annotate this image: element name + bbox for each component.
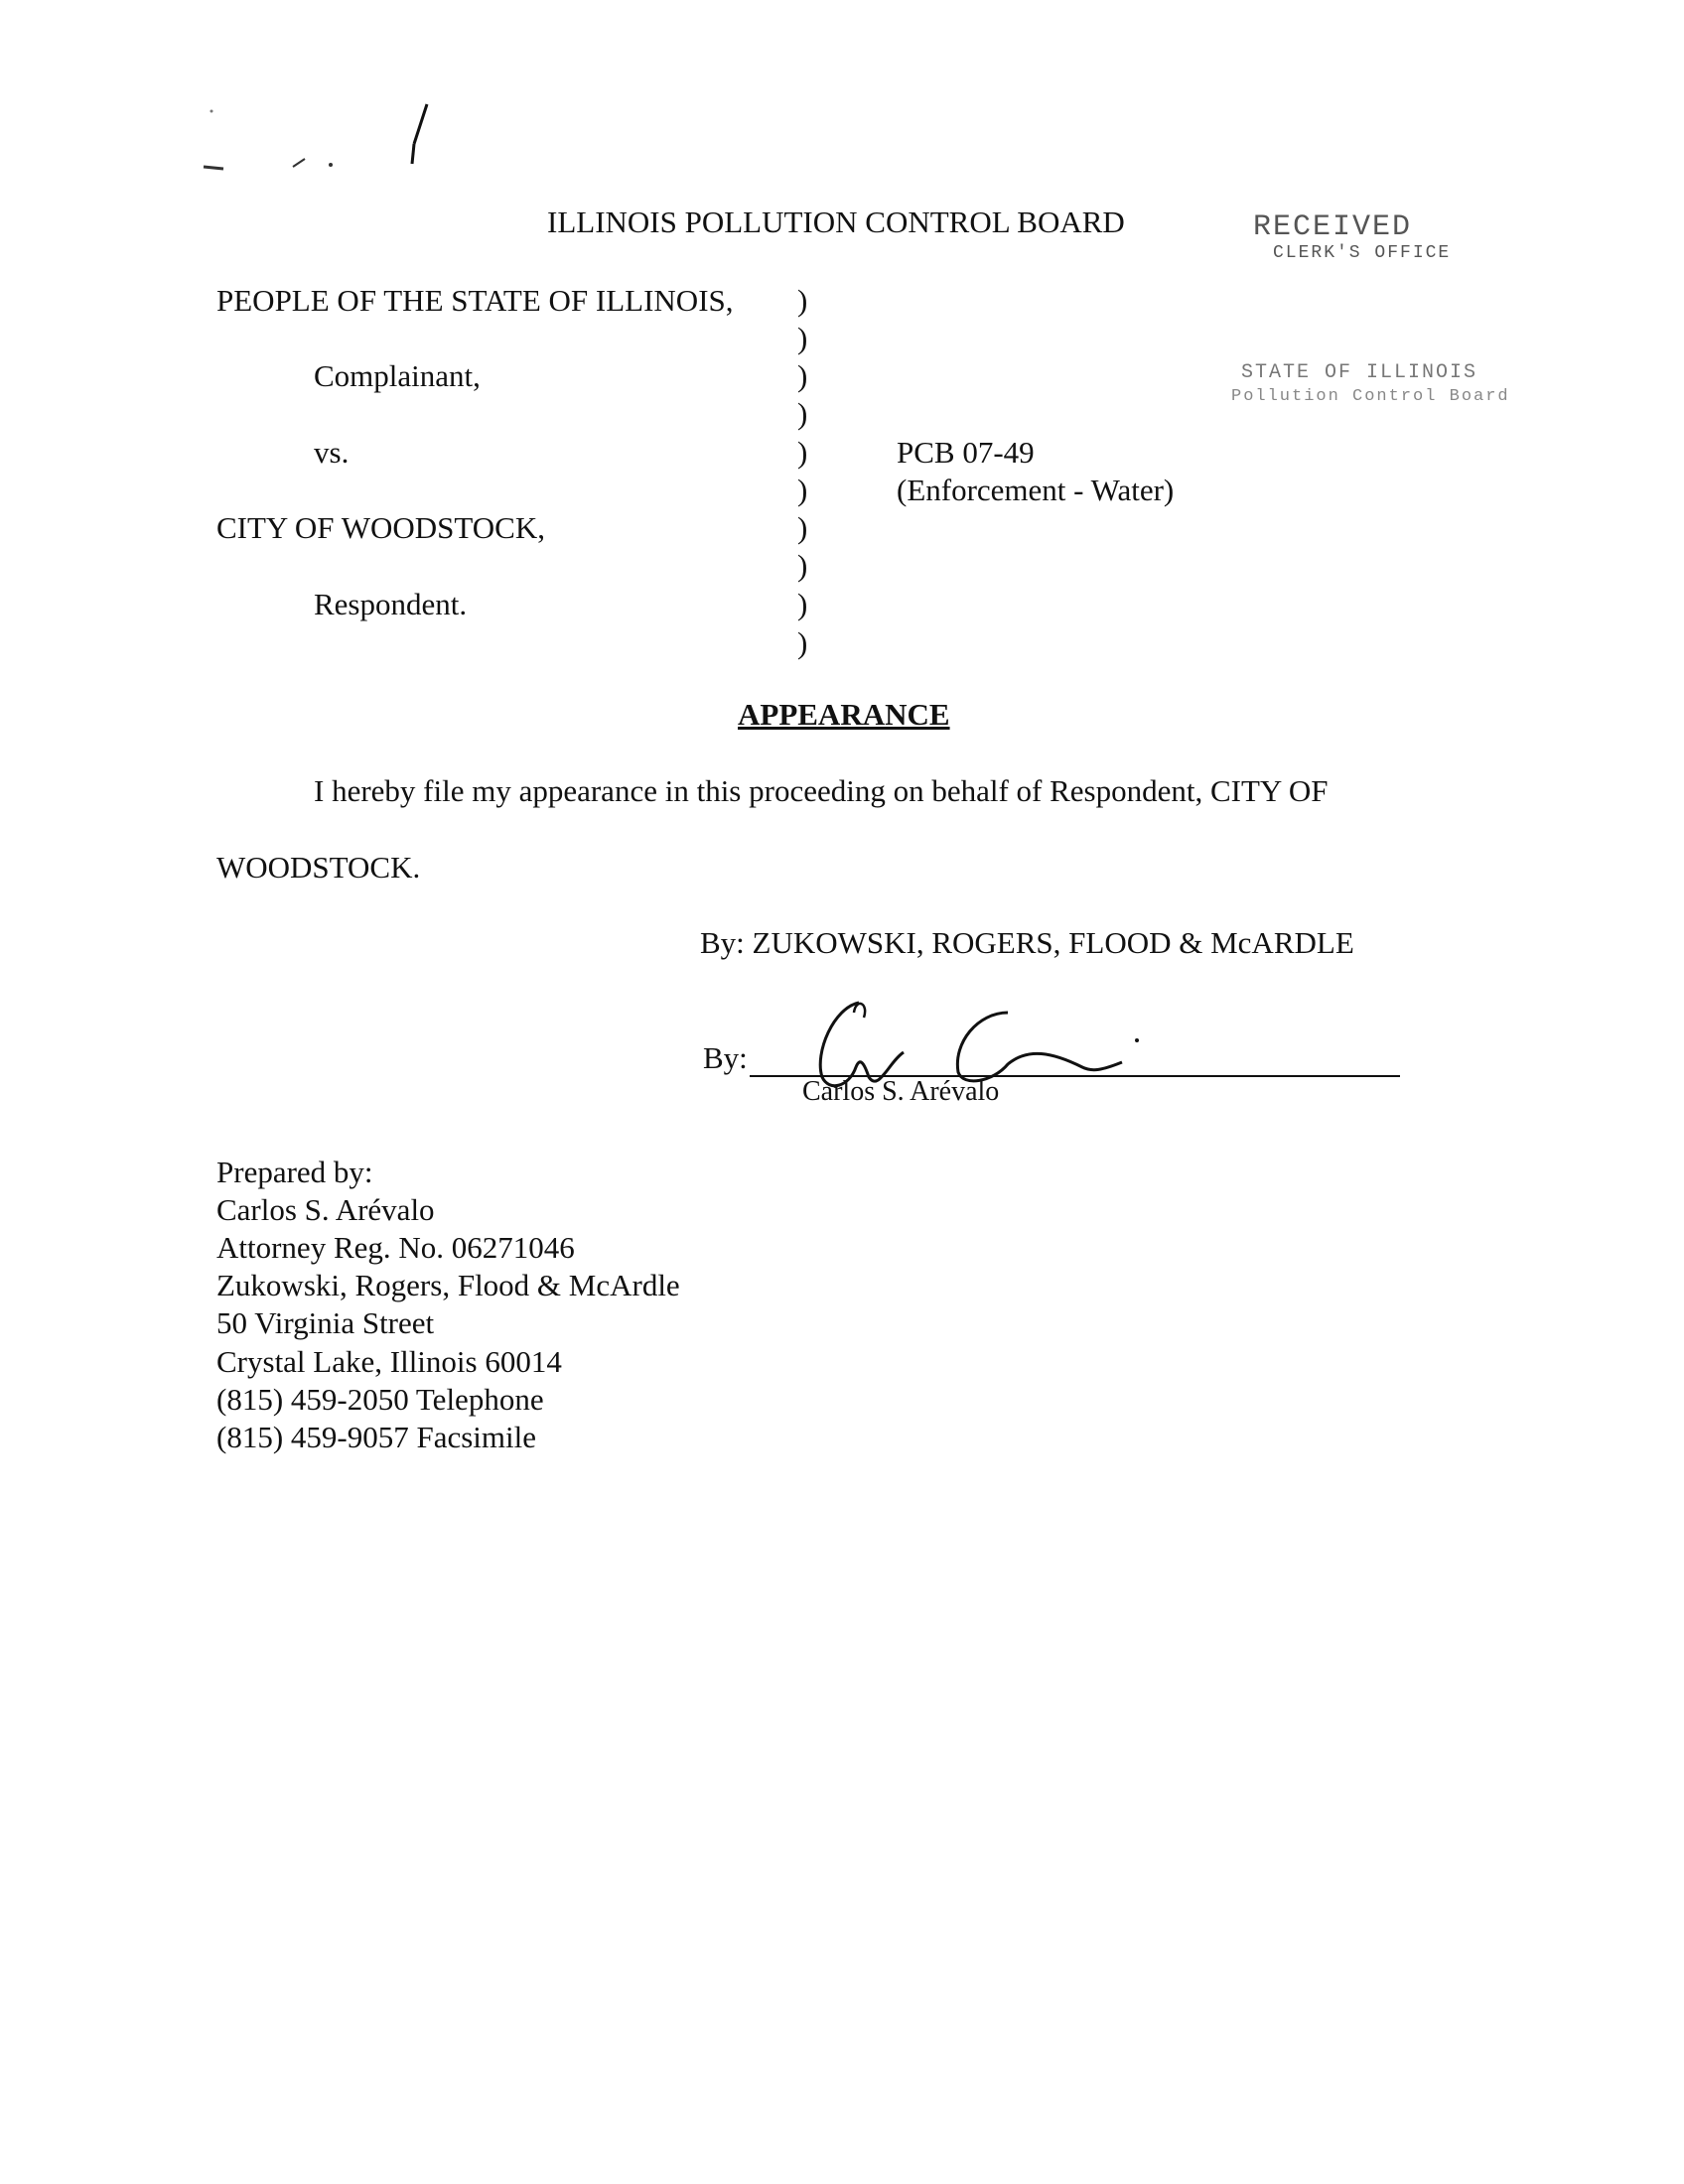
prepared-by-line: Zukowski, Rogers, Flood & McArdle	[216, 1268, 680, 1302]
caption-paren: )	[797, 548, 808, 583]
stamp-office: CLERK'S OFFICE	[1273, 243, 1452, 263]
caption-paren: )	[797, 510, 808, 545]
caption-paren: )	[797, 283, 808, 318]
caption-paren: )	[797, 587, 808, 621]
prepared-by-line: Attorney Reg. No. 06271046	[216, 1230, 575, 1265]
case-type: (Enforcement - Water)	[897, 473, 1175, 507]
defendant-name: CITY OF WOODSTOCK,	[216, 510, 545, 545]
case-number: PCB 07-49	[897, 435, 1035, 470]
firm-line: By: ZUKOWSKI, ROGERS, FLOOD & McARDLE	[700, 925, 1354, 960]
plaintiff-role: Complainant,	[314, 358, 481, 393]
document-title: APPEARANCE	[738, 697, 950, 732]
caption-paren: )	[797, 625, 808, 660]
prepared-by-line: 50 Virginia Street	[216, 1305, 435, 1340]
prepared-by-line: Crystal Lake, Illinois 60014	[216, 1344, 562, 1379]
caption-paren: )	[797, 321, 808, 355]
defendant-role: Respondent.	[314, 587, 468, 621]
by-label: By:	[703, 1040, 748, 1075]
caption-paren: )	[797, 435, 808, 470]
plaintiff-name: PEOPLE OF THE STATE OF ILLINOIS,	[216, 283, 734, 318]
board-title: ILLINOIS POLLUTION CONTROL BOARD	[547, 205, 1125, 239]
prepared-by-label: Prepared by:	[216, 1155, 373, 1189]
prepared-by-line: (815) 459-2050 Telephone	[216, 1382, 544, 1417]
signer-name: Carlos S. Arévalo	[802, 1076, 1000, 1107]
received-stamp: RECEIVED	[1253, 210, 1413, 244]
caption-paren: )	[797, 473, 808, 507]
caption-paren: )	[797, 358, 808, 393]
body-text-line-2: WOODSTOCK.	[216, 850, 421, 885]
stamp-board: Pollution Control Board	[1231, 387, 1510, 406]
prepared-by-line: Carlos S. Arévalo	[216, 1192, 435, 1227]
body-text-line-1: I hereby file my appearance in this proceeding on behalf of Respondent, CITY OF	[314, 773, 1329, 808]
caption-paren: )	[797, 396, 808, 431]
scan-marks	[194, 99, 452, 179]
versus-label: vs.	[314, 435, 350, 470]
prepared-by-line: (815) 459-9057 Facsimile	[216, 1420, 537, 1454]
stamp-state: STATE OF ILLINOIS	[1241, 361, 1478, 384]
